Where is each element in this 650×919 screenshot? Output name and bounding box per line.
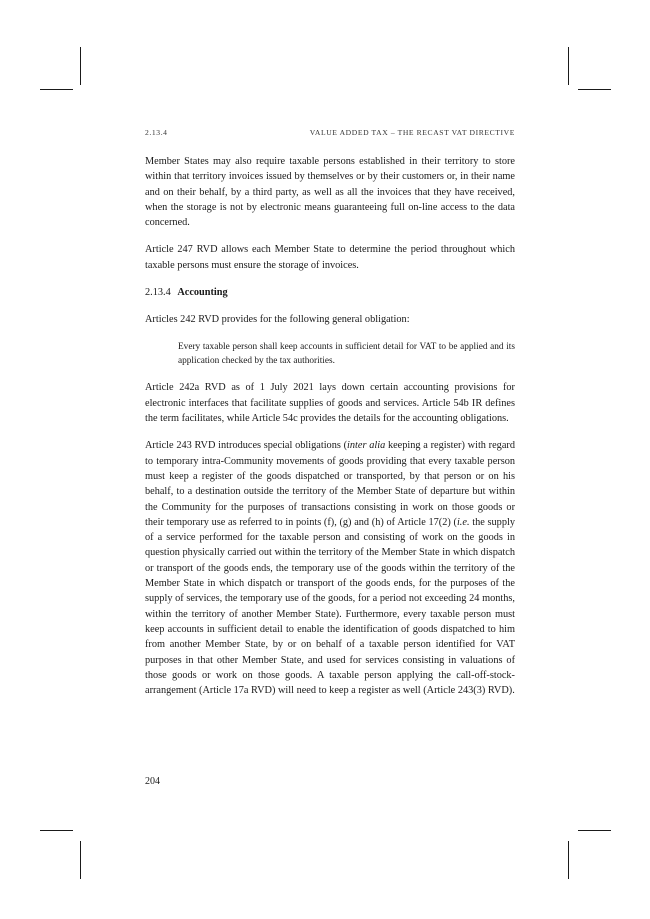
paragraph-invoice-storage: Member States may also require taxable persons established in their territory to store within that territory invoices issued by themselves or by their customers or, in their name and on their behalf, by a third party, as well as all the invoices that they have received, when the storage is not by electronic means guaranteeing full on-line access to the data concerned. (145, 156, 515, 229)
paragraph-article-243-italic-ie: i.e. (456, 516, 470, 528)
crop-mark-bottom-right-horizontal (578, 830, 611, 831)
paragraph-article-243-part-c: the supply of a service performed for the taxable person and consisting of work on the goods in question physically carried out within the territory of the Member State in which dispatch or transport of the goods ends, the temporary use of the goods within the territory of the Member State in which dispatch or transport of the goods ends, for the purposes of the supply of services, the temporary use of the goods, for a period not exceeding 24 months, within the territory of another Member State). Furthermore, every taxable person must keep accounts in sufficient detail to enable the identification of goods dispatched to him from another Member State, by or on behalf of a taxable person identified for VAT purposes in that other Member State, and used for services consisting in valuations of those goods or work on those goods. A taxable person applying the call-off-stock-arrangement (Article 17a RVD) will need to keep a register as well (Article 243(3) RVD). (145, 516, 515, 697)
page-body (145, 154, 515, 710)
paragraph-article-242a: Article 242a RVD as of 1 July 2021 lays down certain accounting provisions for electronic interfaces that facilitate supplies of goods and services. Article 54b IR defines the term facilitates, while Article 54c provides the details for the accounting obligations. (145, 382, 515, 425)
running-head-chapter-title: VALUE ADDED TAX – THE RECAST VAT DIRECTIVE (309, 128, 515, 137)
crop-mark-top-right-vertical (568, 47, 569, 85)
running-head-section-number: 2.13.4 (145, 128, 168, 137)
page-number: 204 (145, 776, 160, 787)
paragraph-article-247: Article 247 RVD allows each Member State to determine the period throughout which taxable persons must ensure the storage of invoices. (145, 244, 515, 271)
crop-mark-bottom-right-vertical (568, 841, 569, 879)
crop-mark-top-left-vertical (80, 47, 81, 85)
section-heading-title: Accounting (177, 287, 228, 299)
paragraph-article-243-italic-inter-alia: inter alia (347, 440, 386, 452)
section-heading (145, 285, 515, 300)
paragraph-article-243-part-b: keeping a register) with regard to temporary intra-Community movements of goods providing that every taxable person must keep a register of the goods dispatched or transported, by that person or on his behalf, to a destination outside the territory of the Member State of departure but within the Community for the purposes of transactions consisting in work on those goods or their temporary use as referred to in points (f), (g) and (h) of Article 17(2) ( (145, 440, 515, 528)
block-quote-general-obligation: Every taxable person shall keep accounts in sufficient detail for VAT to be applied and its application checked by the tax authorities. (178, 341, 515, 367)
crop-mark-top-left-horizontal (40, 89, 73, 90)
crop-mark-bottom-left-horizontal (40, 830, 73, 831)
paragraph-article-242-intro: Articles 242 RVD provides for the following general obligation: (145, 314, 410, 326)
crop-mark-top-right-horizontal (578, 89, 611, 90)
crop-mark-bottom-left-vertical (80, 841, 81, 879)
section-heading-number: 2.13.4 (145, 287, 171, 299)
paragraph-article-243 (145, 438, 515, 698)
paragraph-article-243-part-a: Article 243 RVD introduces special obligations ( (145, 440, 348, 452)
